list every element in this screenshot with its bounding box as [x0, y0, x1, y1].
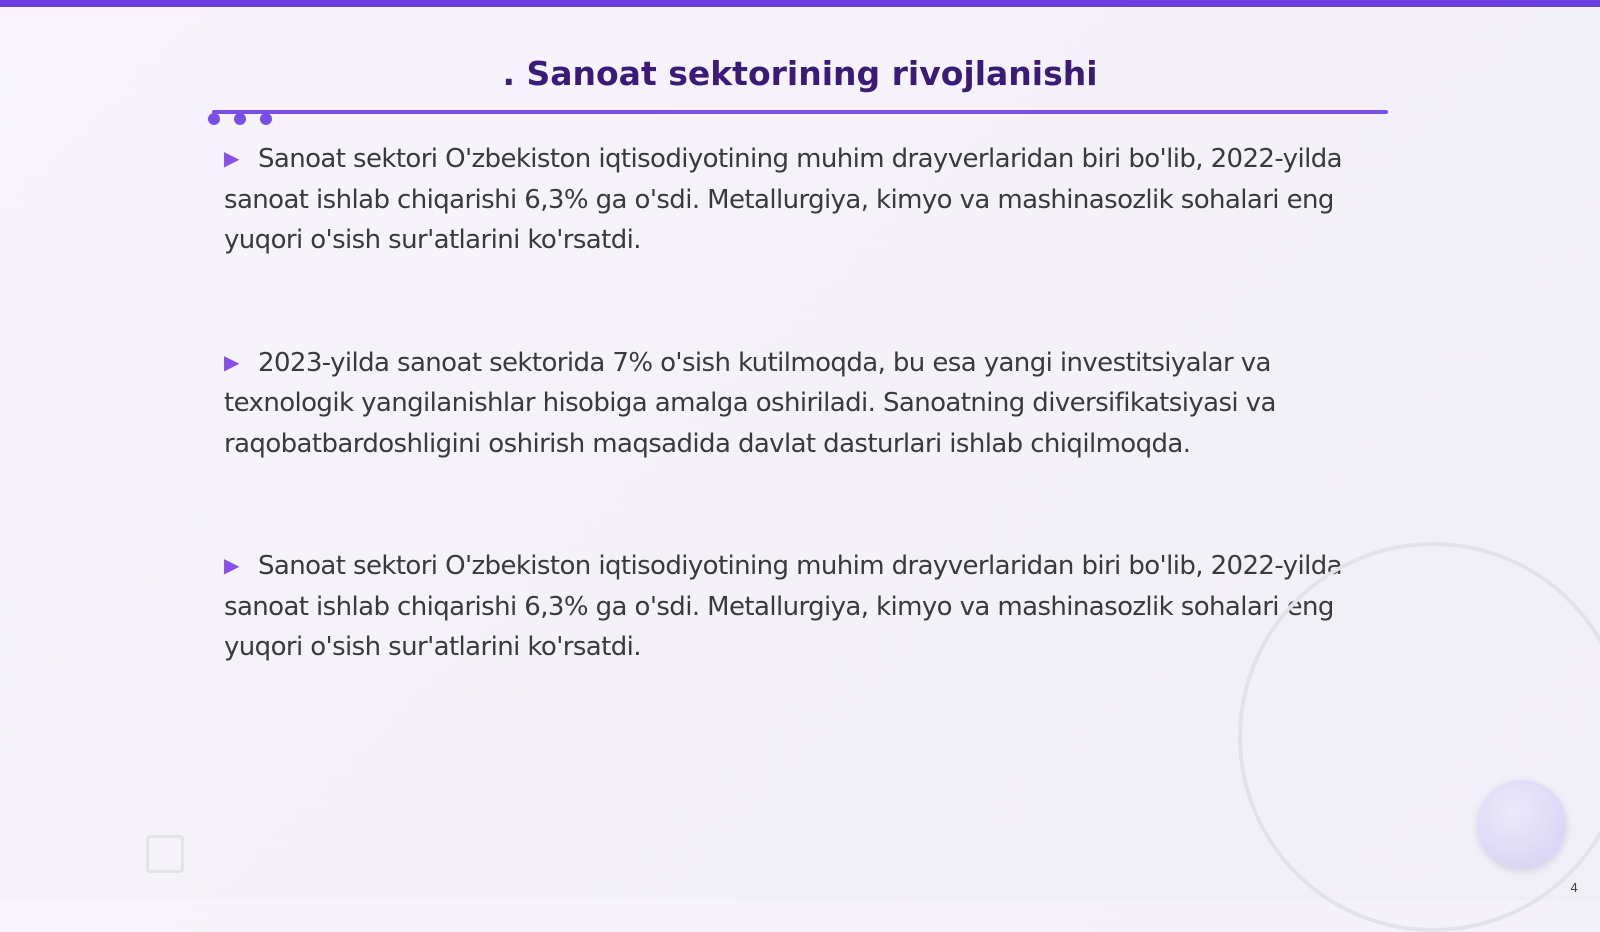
bullet-arrow-icon: ▶	[224, 553, 239, 577]
bullet-paragraph	[224, 342, 1372, 465]
bullet-list	[224, 138, 1372, 668]
decorative-dot	[260, 113, 272, 125]
decorative-dot	[208, 113, 220, 125]
page-number: 4	[1570, 881, 1578, 895]
top-accent-bar	[0, 0, 1600, 7]
bullet-text: Sanoat sektori O'zbekiston iqtisodiyotining muhim drayverlaridan biri bo'lib, 2022-yilda sanoat ishlab chiqarishi 6,3% ga o'sdi. Metallurgiya, kimyo va mashinasozlik sohalari eng yuqori o'sish sur'atlarini ko'rsatdi.	[224, 551, 1342, 662]
decorative-bubble	[1478, 780, 1566, 868]
bullet-arrow-icon: ▶	[224, 349, 239, 374]
bullet-text: 2023-yilda sanoat sektorida 7% o'sish kutilmoqda, bu esa yangi investitsiyalar va texnologik yangilanishlar hisobiga amalga oshiriladi. Sanoatning diversifikatsiyasi va raqobatbardoshligini oshirish maqsadida davlat dasturlari ishlab chiqilmoqda.	[224, 347, 1276, 459]
decorative-ring	[1238, 542, 1600, 932]
bullet-arrow-icon: ▶	[224, 146, 239, 170]
title-underline	[212, 110, 1388, 114]
bullet-paragraph	[224, 545, 1372, 668]
decorative-square	[146, 835, 184, 873]
bullet-paragraph	[224, 138, 1372, 261]
slide-title: . Sanoat sektorining rivojlanishi	[502, 54, 1098, 93]
decorative-dot	[234, 113, 246, 125]
bullet-text: Sanoat sektori O'zbekiston iqtisodiyotining muhim drayverlaridan biri bo'lib, 2022-yilda sanoat ishlab chiqarishi 6,3% ga o'sdi. Metallurgiya, kimyo va mashinasozlik sohalari eng yuqori o'sish sur'atlarini ko'rsatdi.	[224, 144, 1342, 255]
